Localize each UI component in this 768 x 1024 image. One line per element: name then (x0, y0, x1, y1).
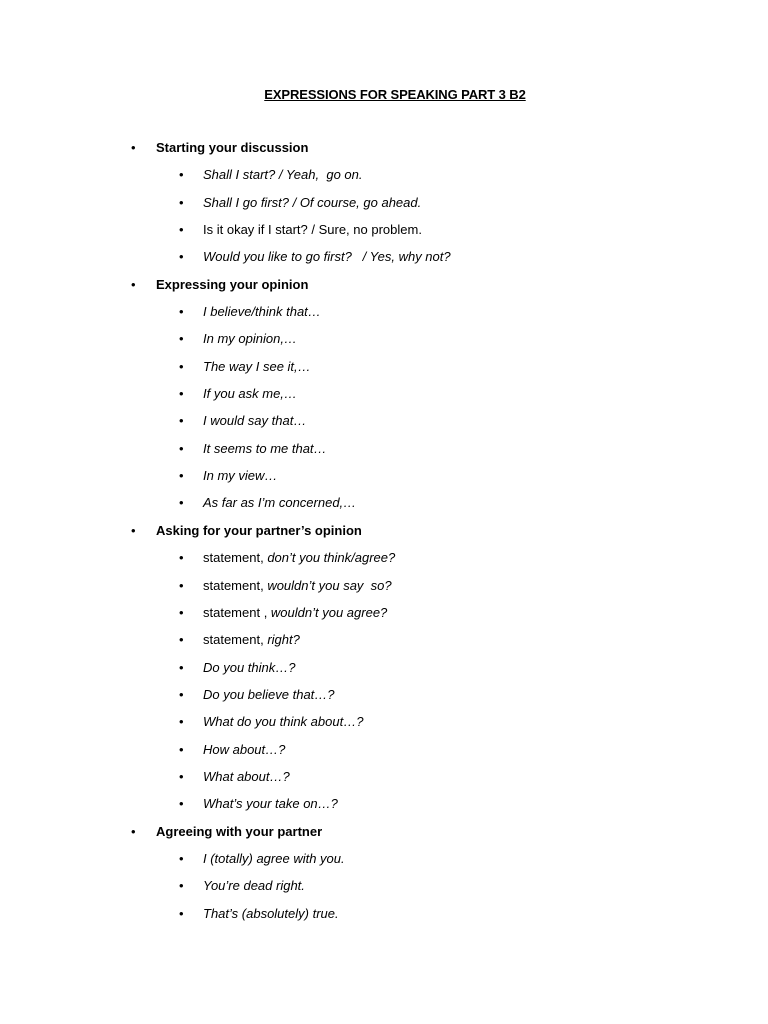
bullet-icon: • (179, 413, 184, 429)
list-item-text (203, 630, 300, 650)
list-item-text (203, 384, 297, 404)
bullet-icon: • (179, 714, 184, 730)
list-item (0, 302, 768, 329)
list-item (0, 740, 768, 767)
list-item-text (203, 658, 296, 678)
bullet-icon: • (179, 905, 184, 921)
bullet-icon: • (179, 304, 184, 320)
list-item (0, 904, 768, 931)
expression-text: right? (267, 632, 300, 648)
list-item (0, 439, 768, 466)
bullet-icon: • (179, 686, 184, 702)
expression-text: That’s (absolutely) true. (203, 905, 339, 921)
list-item (0, 193, 768, 220)
list-item-text (203, 712, 363, 732)
list-item (0, 411, 768, 438)
list-item (0, 329, 768, 356)
list-item (0, 849, 768, 876)
expression-text: What’s your take on…? (203, 796, 338, 812)
expression-text: What do you think about…? (203, 714, 364, 730)
document-title: EXPRESSIONS FOR SPEAKING PART 3 B2 (264, 87, 526, 102)
list-item-text (203, 849, 345, 869)
section-heading (0, 138, 768, 165)
list-item (0, 603, 768, 630)
list-item (0, 712, 768, 739)
list-item-text (203, 904, 339, 924)
expression-text: wouldn’t you agree? (270, 604, 388, 620)
bullet-icon: • (131, 823, 136, 839)
list-item (0, 220, 768, 247)
list-item (0, 685, 768, 712)
list-item (0, 357, 768, 384)
bullet-icon: • (179, 768, 184, 784)
bullet-icon: • (179, 741, 184, 757)
bullet-icon: • (179, 386, 184, 402)
plain-text: Is it okay if I start? / Sure, no problem. (203, 222, 422, 238)
list-item (0, 794, 768, 821)
list-item (0, 630, 768, 657)
bullet-icon: • (179, 796, 184, 812)
expression-text: What about…? (203, 768, 290, 784)
bullet-icon: • (179, 659, 184, 675)
list-item (0, 876, 768, 903)
plain-text: statement, (203, 577, 268, 593)
plain-text: statement, (203, 632, 268, 648)
list-item-text (203, 876, 305, 896)
expression-text: In my view… (203, 468, 278, 484)
section-heading (0, 275, 768, 302)
list-item-text (203, 794, 338, 814)
list-item-text (203, 740, 285, 760)
expression-text: If you ask me,… (203, 386, 297, 402)
section-heading-text: Agreeing with your partner (156, 823, 323, 839)
list-item-text (203, 329, 297, 349)
bullet-icon: • (179, 358, 184, 374)
bullet-icon: • (179, 249, 184, 265)
list-item-text (203, 767, 290, 787)
bullet-icon: • (179, 331, 184, 347)
bullet-icon: • (179, 550, 184, 566)
list-item-text (203, 220, 422, 240)
expression-text: Do you think…? (203, 659, 296, 675)
bullet-icon: • (179, 604, 184, 620)
list-item-text (203, 302, 321, 322)
expression-text: Shall I go first? / Of course, go ahead. (203, 194, 422, 210)
list-item-text (203, 439, 327, 459)
list-item-text (203, 193, 421, 213)
bullet-icon: • (179, 468, 184, 484)
list-item (0, 658, 768, 685)
list-item (0, 493, 768, 520)
list-item (0, 466, 768, 493)
bullet-icon: • (179, 194, 184, 210)
bullet-icon: • (179, 632, 184, 648)
list-item (0, 767, 768, 794)
list-item-text (203, 466, 277, 486)
expression-text: wouldn’t you say so? (267, 577, 392, 593)
expression-text: As far as I’m concerned,… (203, 495, 357, 511)
expression-text: Shall I start? / Yeah, go on. (203, 167, 363, 183)
expression-text: It seems to me that… (203, 440, 327, 456)
section-heading-text: Starting your discussion (156, 140, 309, 155)
list-item-text (203, 165, 362, 185)
expression-text: I would say that… (203, 413, 307, 429)
list-item (0, 384, 768, 411)
expression-text: don’t you think/agree? (267, 550, 396, 566)
bullet-icon: • (179, 495, 184, 511)
expression-text: I (totally) agree with you. (203, 850, 345, 866)
list-item (0, 247, 768, 274)
bullet-icon: • (179, 850, 184, 866)
bullet-icon: • (131, 140, 136, 155)
list-item (0, 165, 768, 192)
list-item-text (203, 411, 306, 431)
bullet-icon: • (131, 522, 136, 538)
bullet-icon: • (179, 577, 184, 593)
plain-text: statement , (203, 604, 271, 620)
section-heading (0, 822, 768, 849)
expression-text: The way I see it,… (203, 358, 311, 374)
expression-text: In my opinion,… (203, 331, 297, 347)
expression-text: Would you like to go first? / Yes, why not? (203, 249, 451, 265)
expression-list (0, 138, 768, 931)
section-heading (0, 521, 768, 548)
bullet-icon: • (179, 878, 184, 894)
list-item (0, 548, 768, 575)
list-item (0, 576, 768, 603)
section-heading-text: Expressing your opinion (156, 276, 309, 292)
expression-text: I believe/think that… (203, 304, 321, 320)
list-item-text (203, 548, 395, 568)
expression-text: Do you believe that…? (203, 686, 335, 702)
bullet-icon: • (179, 167, 184, 183)
list-item-text (203, 685, 335, 705)
expression-text: You’re dead right. (203, 878, 305, 894)
section-heading-text: Asking for your partner’s opinion (156, 522, 362, 538)
list-item-text (203, 247, 451, 267)
list-item-text (203, 576, 392, 596)
plain-text: statement, (203, 550, 268, 566)
expression-text: How about…? (203, 741, 286, 757)
list-item-text (203, 357, 311, 377)
bullet-icon: • (131, 276, 136, 292)
bullet-icon: • (179, 222, 184, 238)
list-item-text (203, 603, 387, 623)
list-item-text (203, 493, 356, 513)
bullet-icon: • (179, 440, 184, 456)
